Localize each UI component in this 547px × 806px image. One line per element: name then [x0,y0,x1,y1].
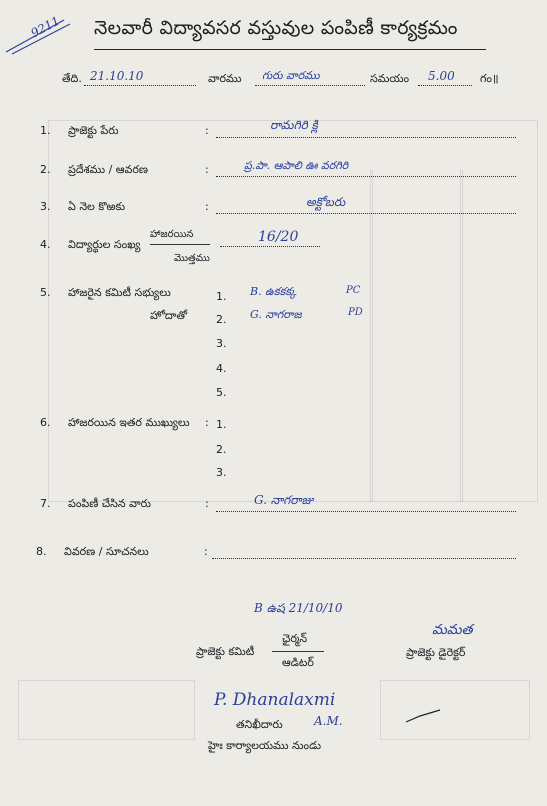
ghost-box [380,680,530,740]
colon: : [205,163,209,176]
colon: : [204,545,208,558]
colon: : [205,200,209,213]
remarks-line [212,558,516,559]
field-label-location: ప్రదేశము / ఆవరణ [68,163,148,176]
day-line [255,85,365,86]
field-line [216,213,516,214]
field-number: 3. [40,200,51,213]
others-row-number: 2. [216,443,227,456]
time-unit: గం॥ [480,72,499,85]
colon: : [205,124,209,137]
committee-caption: ప్రాజెక్టు కమిటీ [196,645,255,658]
committee-row-number: 4. [216,362,227,375]
field-line [216,137,516,138]
field-number: 2. [40,163,51,176]
time-line [418,85,472,86]
time-label: సమయం [370,72,410,85]
committee-row-number: 3. [216,337,227,350]
distributor-value: G. నాగరాజు [254,493,314,507]
others-row-number: 3. [216,466,227,479]
fraction-line [150,244,210,245]
field-label-students: విద్యార్థుల సంఖ్య [68,238,141,251]
day-value: గురు వారము [262,69,320,82]
field-label-month: ఏ నెల కొఱకు [68,200,126,213]
field-number: 7. [40,497,51,510]
committee-member-name: G. నాగరాజ [250,308,302,321]
field-line [216,511,516,512]
field-number: 6. [40,416,51,429]
office-label: హైః కార్యాలయము నుండు [208,739,322,752]
committee-member-role: PD [348,307,363,318]
director-signature: మమత [432,622,473,638]
verifier-signature: P. Dhanalaxmi [214,690,336,710]
time-value: 5.00 [428,69,455,83]
remarks-label: వివరణ / సూచనలు [64,545,149,558]
committee-row-number: 2. [216,313,227,326]
page-title: నెలవారీ విద్యావసర వస్తువుల పంపిణీ కార్యక్రమం [94,17,458,39]
colon: : [205,497,209,510]
committee-row-number: 5. [216,386,227,399]
field-label-project: ప్రాజెక్టు పేరు [68,124,119,137]
date-note: B ఉష 21/10/10 [254,601,343,615]
field-value-students: 16/20 [258,229,299,245]
day-label: వారము [208,72,242,85]
committee-label: హాజరైన కమిటీ సభ్యులు [68,286,171,299]
distributor-label: పంపిణీ చేసిన వారు [68,497,151,510]
verifier-title: A.M. [314,714,343,728]
date-value: 21.10.10 [90,69,144,83]
ghost-column [370,170,373,502]
director-label: ప్రాజెక్టు డైరెక్టర్ [406,646,466,659]
chairman-label: ఛైర్మన్ [282,632,308,645]
colon: : [205,416,209,429]
date-label: తేది. [62,72,82,85]
field-value-month: అక్టోబరు [306,195,346,209]
field-sublabel-present: హాజరయిన [150,229,194,240]
committee-member-name: B. ఉకకక్క [250,285,297,298]
auditor-label: ఆడిటర్ [282,656,314,669]
field-value-project: రామగిరి క్లి [270,118,318,132]
field-sublabel-total: మొత్తము [174,253,210,264]
date-line [84,85,196,86]
title-underline [94,49,486,50]
field-value-location: ప్ర.పా. ఆపాలి ఊ వరగిరి [244,159,349,172]
tick-mark-icon [404,708,444,726]
chairman-rule [272,651,324,652]
field-number: 8. [36,545,47,558]
stamp-number: 9211 [28,13,63,41]
field-number: 1. [40,124,51,137]
committee-sublabel: హోదాతో [150,309,188,322]
others-row-number: 1. [216,418,227,431]
ghost-column [460,170,463,502]
committee-row-number: 1. [216,290,227,303]
verifier-label: తనిఖీదారు [236,718,283,731]
field-line [220,246,320,247]
field-line [216,176,516,177]
field-number: 4. [40,238,51,251]
field-number: 5. [40,286,51,299]
committee-member-role: PC [346,285,361,296]
others-label: హాజరయిన ఇతర ముఖ్యులు [68,416,190,429]
ghost-box [18,680,195,740]
